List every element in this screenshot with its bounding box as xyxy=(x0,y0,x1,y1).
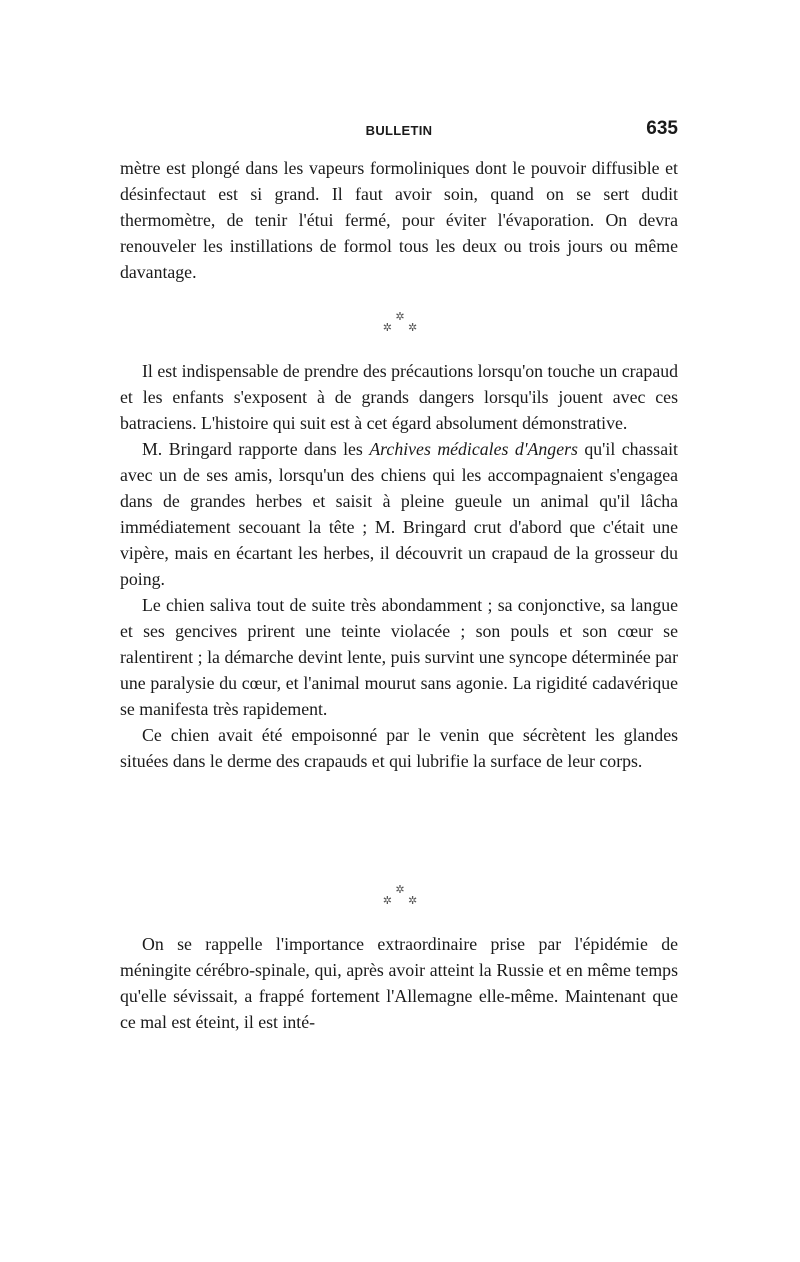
bringard-text-start: M. Bringard rapporte dans les xyxy=(142,439,370,459)
asterism-star-icon: ✲ xyxy=(395,311,405,323)
paragraph-thermometer: mètre est plongé dans les vapeurs formoliniques dont le pouvoir diffusible et désinfectaut est si grand. Il faut avoir soin, quand on se sert dudit thermomètre, de tenir l'étui fermé, pour éviter l'évaporation. On devra renouveler les instillations de formol tous les deux ou trois jours ou même davantage. xyxy=(120,158,678,282)
section-formol-text xyxy=(120,155,678,285)
asterism-star-icon: ✲ xyxy=(382,322,392,334)
section-meningitis-text xyxy=(120,931,678,1035)
bringard-text-rest: qu'il chassait avec un de ses amis, lorsqu'un des chiens qui les accompagnaient s'engagea dans de grandes herbes et saisit à pleine gueule un animal qu'il lâcha immédiatement secouant la tête ; M. Bringard crut d'abord que c'était une vipère, mais en écartant les herbes, il découvrit un crapaud de la grosseur du poing. xyxy=(120,439,678,589)
running-head xyxy=(120,118,678,144)
asterism-star-icon: ✲ xyxy=(395,884,405,896)
paragraph-venin: Ce chien avait été empoisonné par le venin que sécrètent les glandes situées dans le derme des crapauds et qui lubrifie la surface de leur corps. xyxy=(120,725,678,771)
journal-title: Archives médicales d'Angers xyxy=(369,439,578,459)
paragraph-toad-precautions: Il est indispensable de prendre des précautions lorsqu'on touche un crapaud et les enfants s'exposent à de grands dangers lorsqu'ils jouent avec ces batraciens. L'histoire qui suit est à cet égard absolument démonstrative. xyxy=(120,361,678,433)
page-number: 635 xyxy=(646,118,678,139)
asterism-star-icon: ✲ xyxy=(408,895,418,907)
section-toad-text xyxy=(120,358,678,774)
asterism-separator-1 xyxy=(370,312,430,334)
asterism-separator-2 xyxy=(370,885,430,907)
running-title: BULLETIN xyxy=(365,123,433,138)
asterism-star-icon: ✲ xyxy=(408,322,418,334)
asterism-star-icon: ✲ xyxy=(382,895,392,907)
paragraph-bringard-report xyxy=(120,436,678,592)
paragraph-dog-symptoms: Le chien saliva tout de suite très abondamment ; sa conjonctive, sa langue et ses gencives prirent une teinte violacée ; son pouls et son cœur se ralentirent ; la démarche devint lente, puis survint une syncope déterminée par une paralysie du cœur, et l'animal mourut sans agonie. La rigidité cadavérique se manifesta très rapidement. xyxy=(120,595,678,719)
paragraph-meningitis: On se rappelle l'importance extraordinaire prise par l'épidémie de méningite cérébro-spinale, qui, après avoir atteint la Russie et en même temps qu'elle sévissait, a frappé fortement l'Allemagne elle-même. Maintenant que ce mal est éteint, il est inté- xyxy=(120,934,678,1032)
